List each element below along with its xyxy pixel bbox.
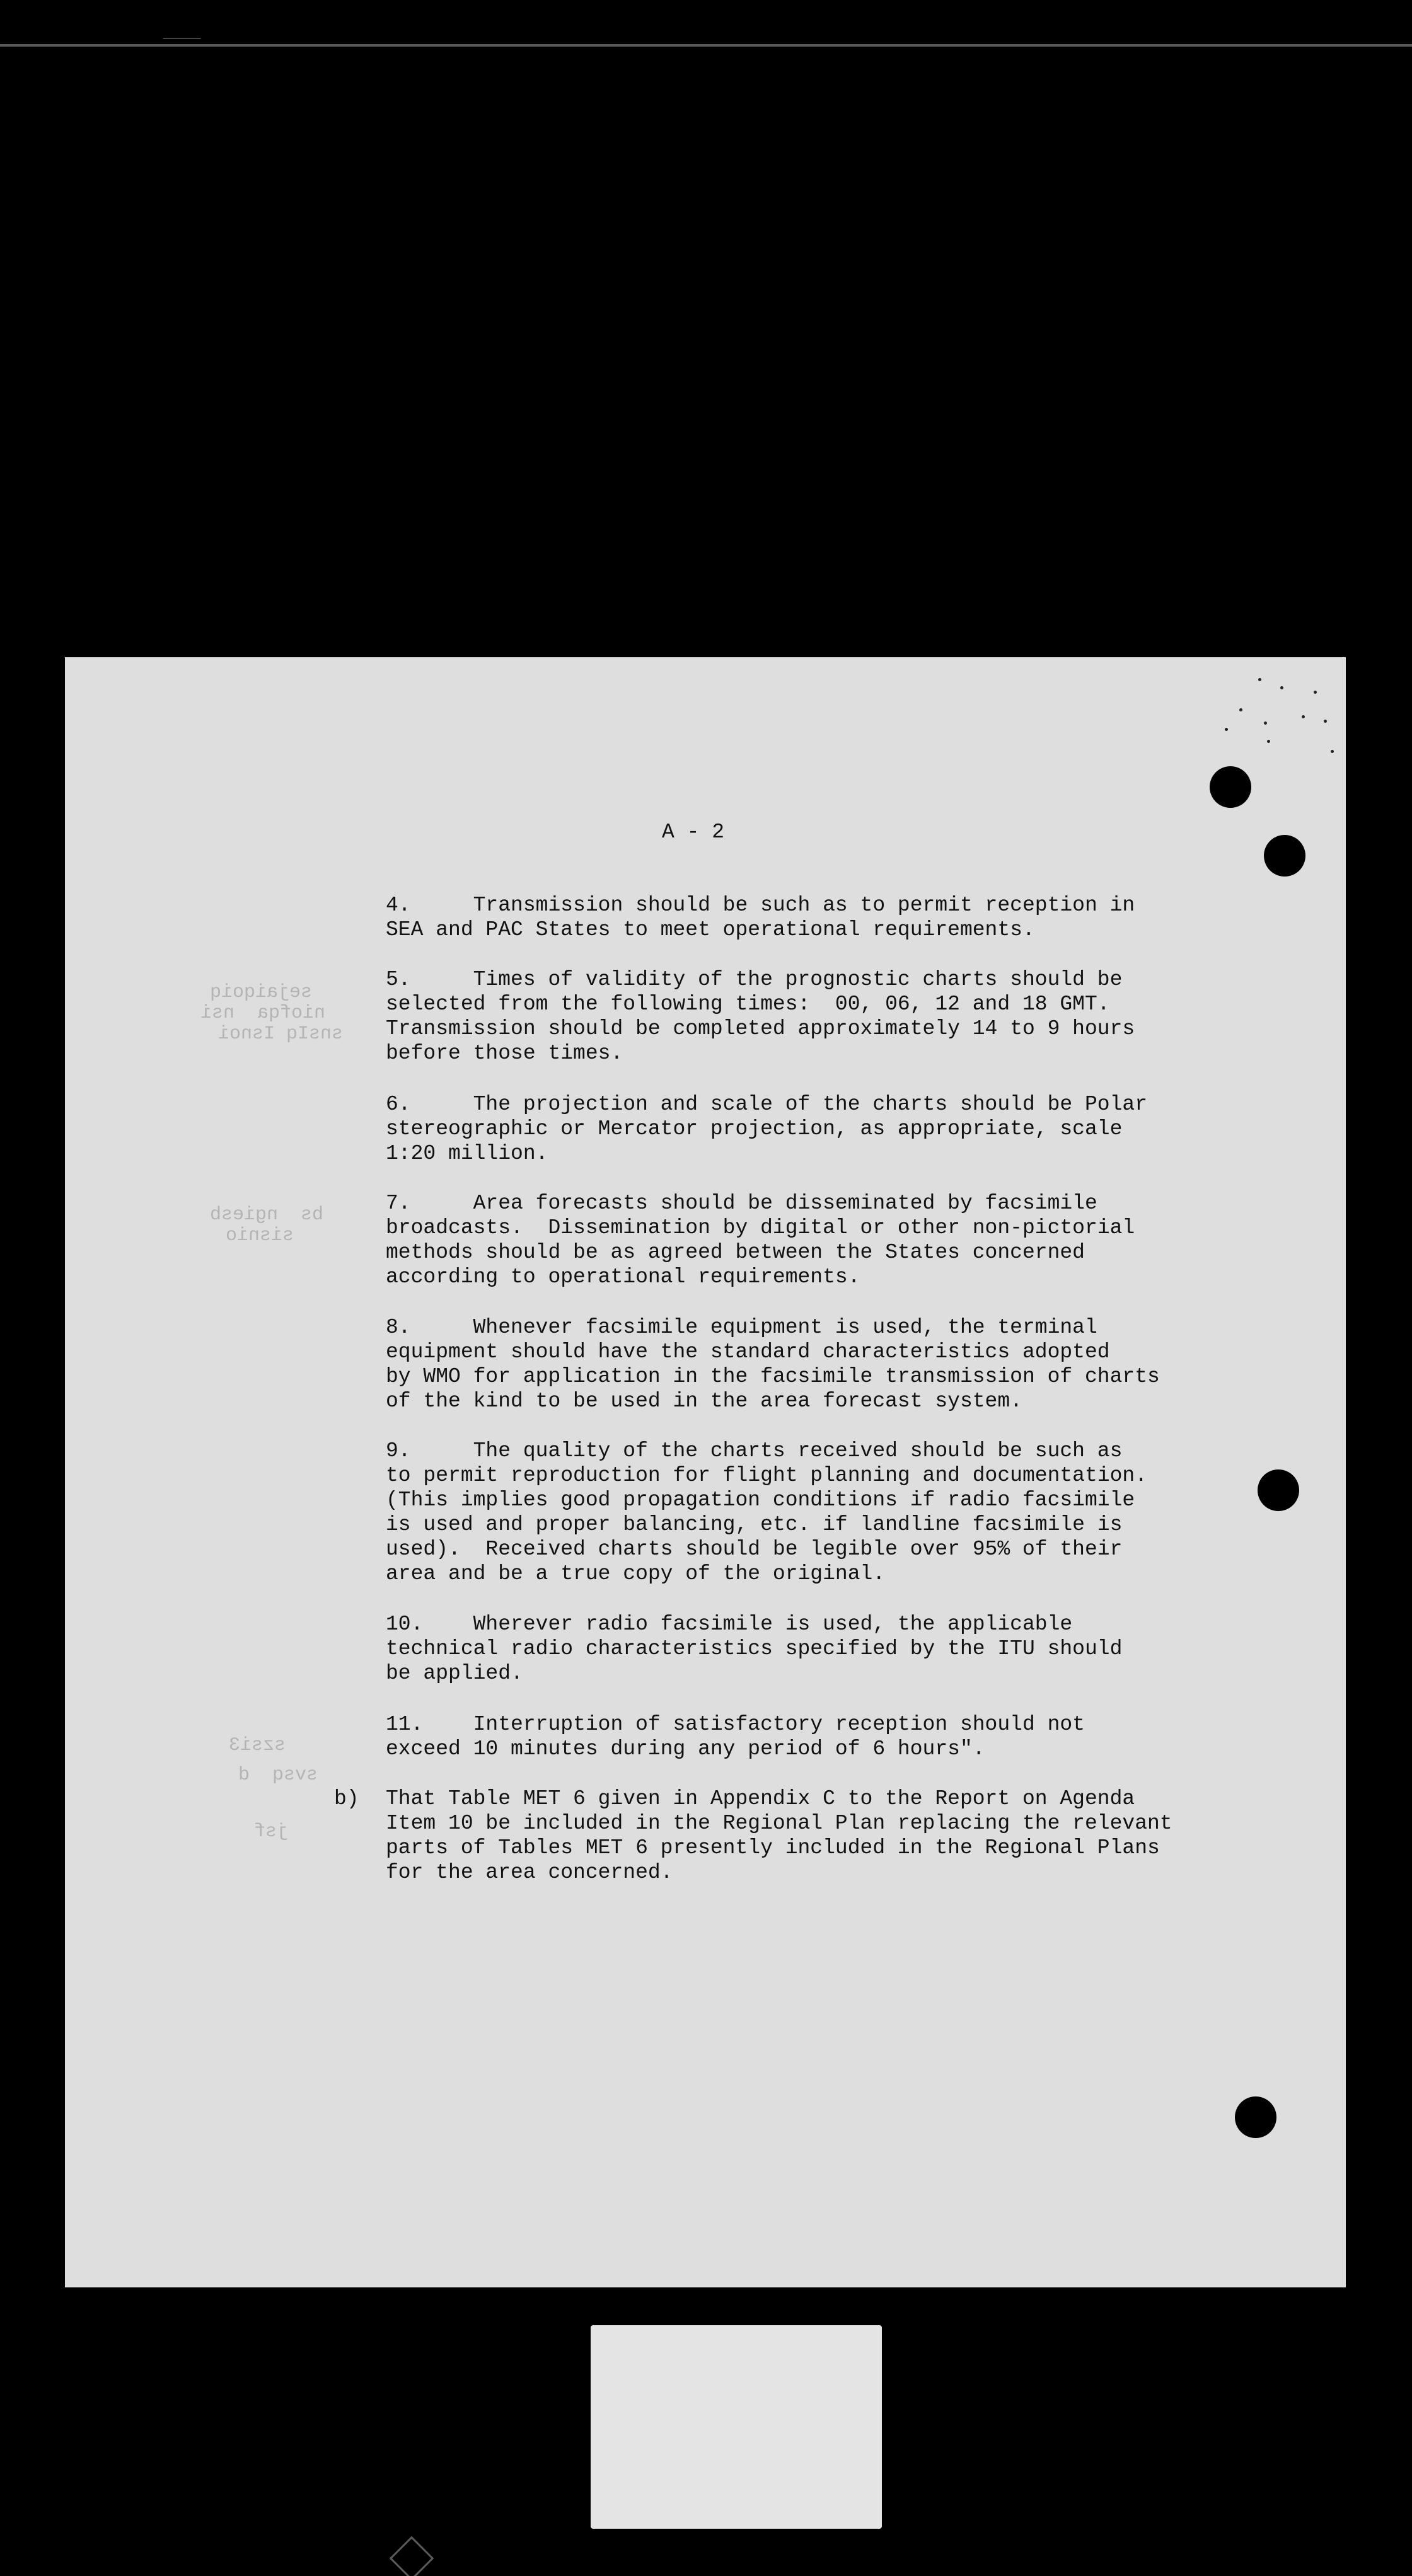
show-through-text: jsf bbox=[254, 1821, 289, 1843]
paragraph-7: 7. Area forecasts should be disseminated by facsimile broadcasts. Dissemination by digital or other non-pictorial methods should be as agreed between the States concerned according to operational requirements. bbox=[386, 1192, 1135, 1289]
dust-speck bbox=[1264, 722, 1267, 725]
paragraph-8: 8. Whenever facsimile equipment is used, the terminal equipment should have the standard characteristics adopted by WMO for application in the facsimile transmission of charts of the kind to be used in the area forecast system. bbox=[386, 1316, 1160, 1413]
blank-target-card bbox=[591, 2325, 882, 2529]
show-through-text: sisnio bbox=[226, 1225, 294, 1246]
punch-hole bbox=[1258, 1469, 1299, 1511]
page-number-header: A - 2 bbox=[662, 820, 725, 844]
show-through-text: szsi3 bbox=[229, 1735, 286, 1756]
paragraph-9: 9. The quality of the charts received should be such as to permit reproduction for flight planning and documentation. (This implies good propagation conditions if radio facsimile is used and proper balancing, etc. if landline facsimile is used). Received charts should be legible over 95% of their area and be a true copy of the original. bbox=[386, 1439, 1147, 1585]
dust-speck bbox=[1331, 750, 1334, 753]
paragraph-4: 4. Transmission should be such as to permit reception in SEA and PAC States to meet operational requirements. bbox=[386, 894, 1135, 941]
punch-hole bbox=[1264, 835, 1305, 877]
item-b-marker: b) bbox=[334, 1787, 359, 1810]
dust-speck bbox=[1280, 686, 1283, 689]
dust-speck bbox=[1324, 720, 1327, 723]
item-b-text: That Table MET 6 given in Appendix C to the Report on Agenda Item 10 be included in the Regional Plan replacing the relevant parts of Tables MET 6 presently included in the Regional Plans for the area concerned. bbox=[386, 1787, 1172, 1884]
film-corner-mark bbox=[390, 2536, 434, 2576]
film-edge-mark bbox=[152, 38, 201, 58]
show-through-text: svsq d bbox=[238, 1764, 318, 1786]
punch-hole bbox=[1235, 2096, 1276, 2138]
paragraph-5: 5. Times of validity of the prognostic charts should be selected from the following times: 00, 06, 12 and 18 GMT. Transmission should be completed approximately 14 to 9 hours before those times. bbox=[386, 968, 1135, 1065]
paragraph-11: 11. Interruption of satisfactory reception should not exceed 10 minutes during any period of 6 hours". bbox=[386, 1713, 1085, 1761]
dust-speck bbox=[1225, 728, 1228, 731]
film-edge-line bbox=[0, 44, 1412, 47]
dust-speck bbox=[1302, 715, 1305, 718]
show-through-text: snsIq Isnoi bbox=[218, 1023, 344, 1045]
dust-speck bbox=[1258, 678, 1261, 681]
dust-speck bbox=[1267, 740, 1270, 743]
punch-hole bbox=[1210, 766, 1251, 808]
show-through-text: bs ngiesb bbox=[210, 1204, 324, 1226]
show-through-text: sejaiqoiq bbox=[210, 982, 313, 1003]
show-through-text: niofqa nsi bbox=[200, 1003, 326, 1024]
paragraph-6: 6. The projection and scale of the charts should be Polar stereographic or Mercator projection, as appropriate, scale 1:20 million. bbox=[386, 1093, 1147, 1165]
dust-speck bbox=[1239, 708, 1242, 711]
paragraph-10: 10. Wherever radio facsimile is used, the applicable technical radio characteristics specified by the ITU should be applied. bbox=[386, 1613, 1123, 1685]
dust-speck bbox=[1314, 691, 1317, 694]
